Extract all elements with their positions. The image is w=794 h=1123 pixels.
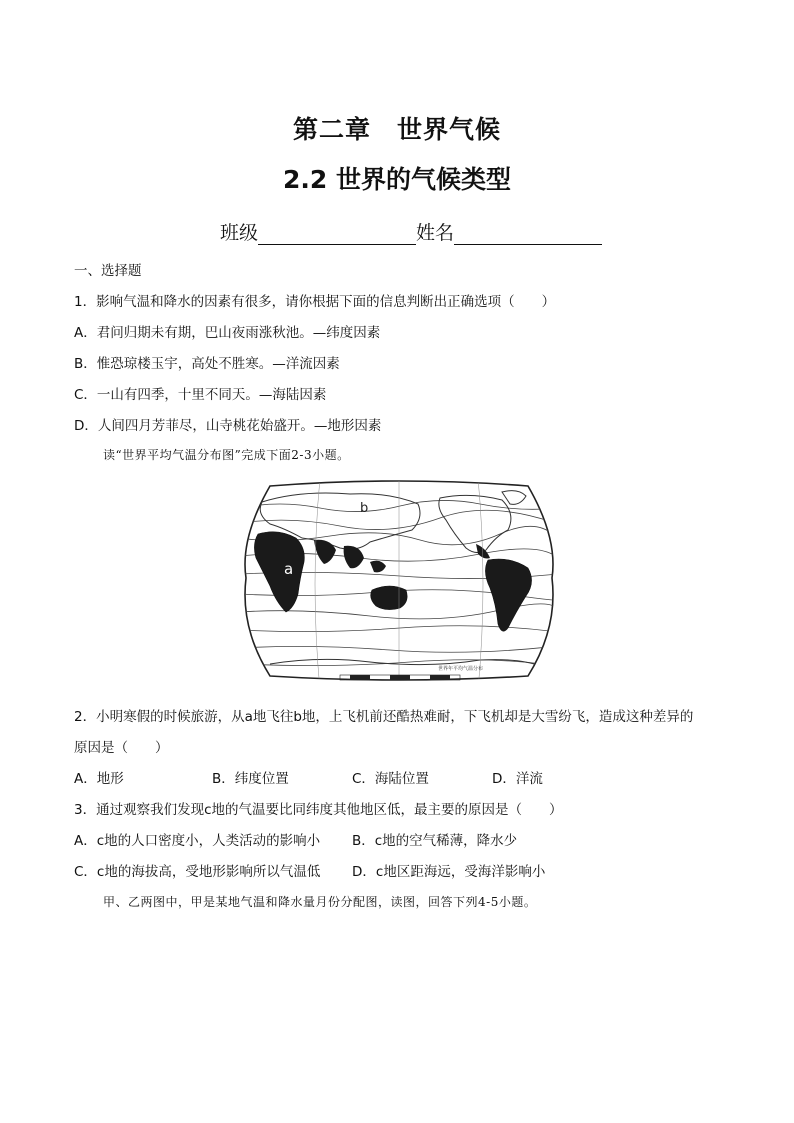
map-label-a: a [284,560,294,578]
question-1-option-a[interactable]: A．君问归期未有期，巴山夜雨涨秋池。—纬度因素 [74,325,381,341]
question-2-option-a[interactable]: A．地形 [74,771,124,787]
next-section-intro: 甲、乙两图中，甲是某地气温和降水量月份分配图，读图，回答下列4-5小题。 [103,895,537,909]
world-temperature-map [240,478,558,690]
class-label: 班级 [220,222,259,244]
question-1-option-d[interactable]: D．人间四月芳菲尽，山寺桃花始盛开。—地形因素 [74,418,382,434]
question-2-stem-line1: 2．小明寒假的时候旅游，从a地飞往b地，上飞机前还酷热难耐，下飞机却是大雪纷飞，造成这种差异的 [74,709,694,725]
class-name-line [220,218,602,245]
chapter-title: 第二章 世界气候 [292,115,501,144]
question-3-option-d[interactable]: D．c地区距海远，受海洋影响小 [352,864,546,880]
question-1-option-c[interactable]: C．一山有四季，十里不同天。—海陆因素 [74,387,327,403]
question-1-option-b[interactable]: B．惟恐琼楼玉宇，高处不胜寒。—洋流因素 [74,356,340,372]
map-scale-bar [340,675,460,680]
map-intro: 读“世界平均气温分布图”完成下面2-3小题。 [103,448,350,462]
question-3-stem: 3．通过观察我们发现c地的气温要比同纬度其他地区低，最主要的原因是（ ） [74,802,563,818]
name-blank[interactable] [454,224,602,245]
question-2-stem-line2: 原因是（ ） [74,740,169,756]
question-2-option-c[interactable]: C．海陆位置 [352,771,429,787]
class-blank[interactable] [258,224,416,245]
question-3-option-c[interactable]: C．c地的海拔高，受地形影响所以气温低 [74,864,321,880]
question-1-stem: 1．影响气温和降水的因素有很多，请你根据下面的信息判断出正确选项（ ） [74,294,556,310]
map-label-b: b [360,501,369,516]
section-title: 2.2 世界的气候类型 [283,165,511,194]
question-2-option-d[interactable]: D．洋流 [492,771,543,787]
question-2-option-b[interactable]: B．纬度位置 [212,771,289,787]
section-heading: 一、选择题 [74,263,142,279]
question-3-option-a[interactable]: A．c地的人口密度小，人类活动的影响小 [74,833,321,849]
map-caption: 世界年平均气温分布 [438,666,484,672]
name-label: 姓名 [416,222,455,244]
question-3-option-b[interactable]: B．c地的空气稀薄，降水少 [352,833,518,849]
